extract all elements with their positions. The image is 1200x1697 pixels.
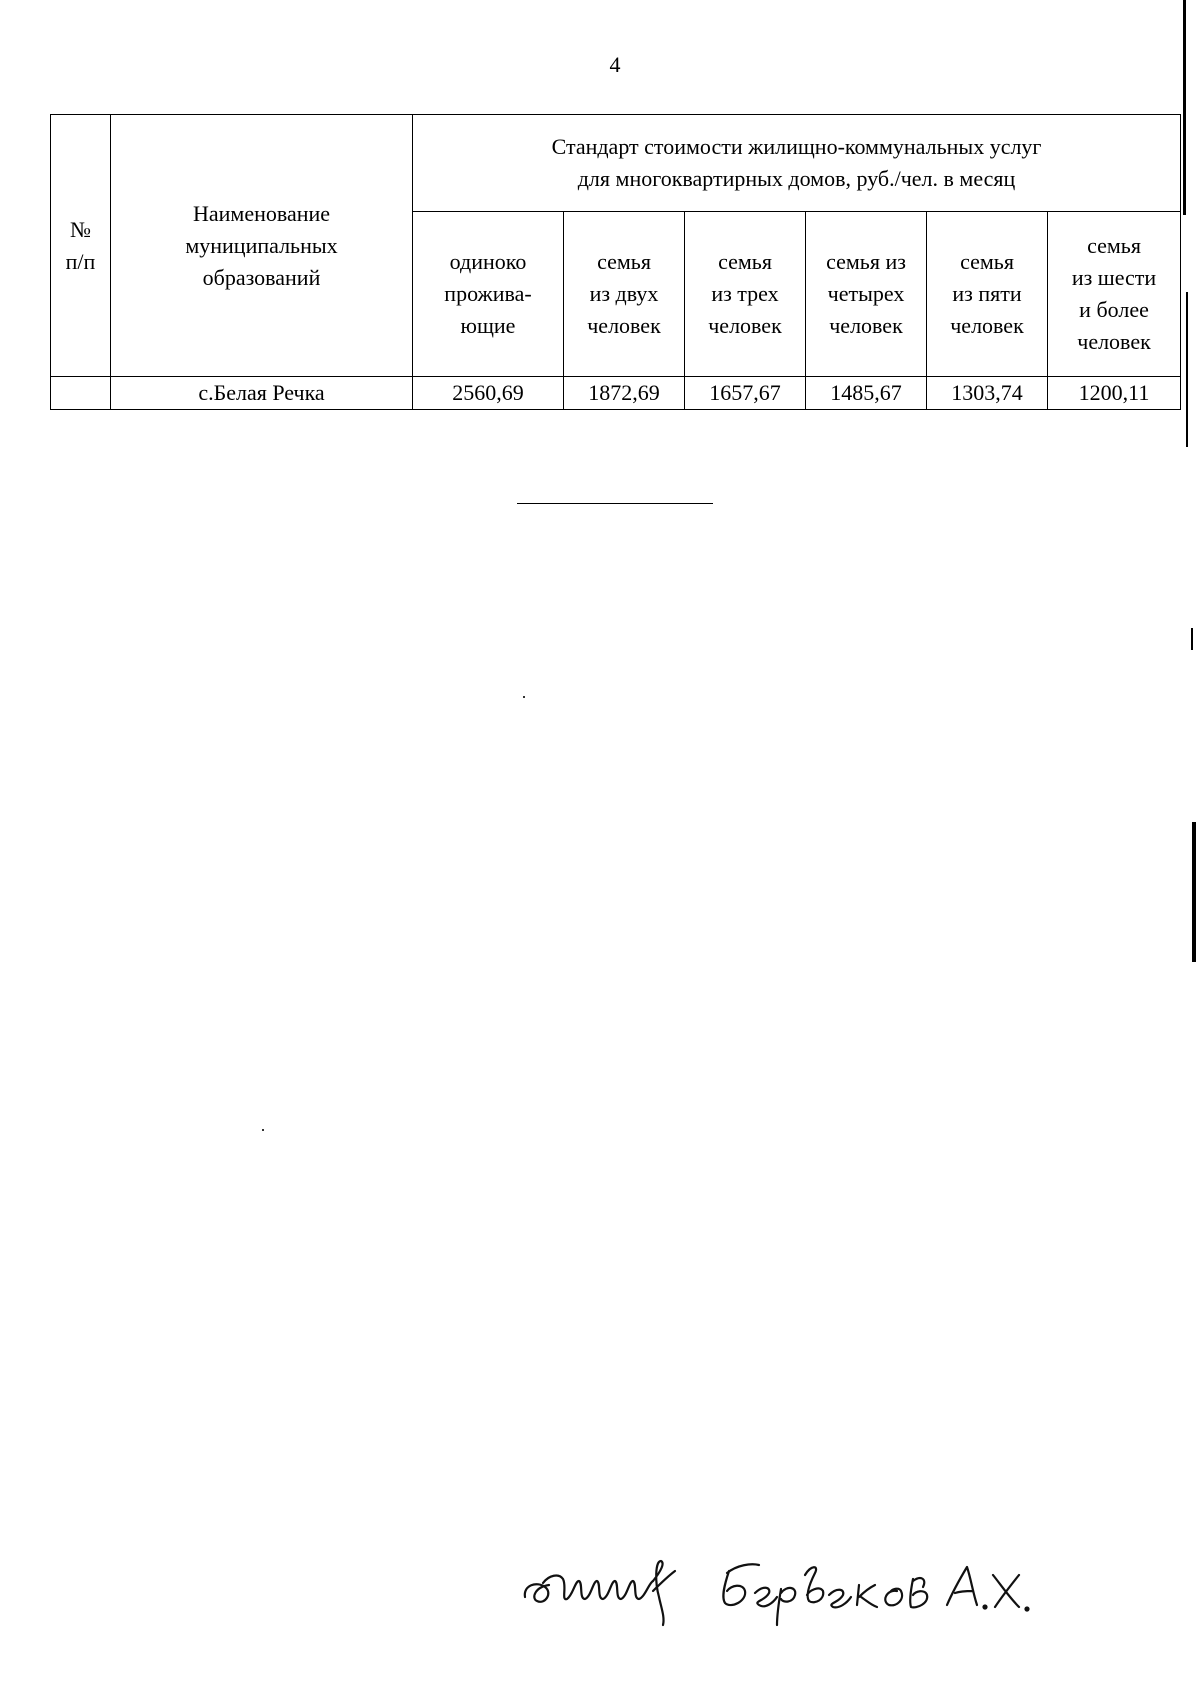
header-row-group [51, 115, 1181, 212]
value-cell-family-of-five: 1303,74 [927, 377, 1048, 410]
scan-edge-mark [1183, 0, 1186, 215]
scan-edge-mark [1192, 822, 1196, 962]
handwritten-signature [515, 1535, 1035, 1630]
page-number: 4 [609, 52, 621, 77]
header-number: № п/п [51, 115, 111, 377]
scan-edge-mark [1191, 628, 1193, 650]
scan-edge-mark [1186, 292, 1188, 447]
header-municipality-name: Наименование муниципальных образований [111, 115, 413, 377]
value-cell-family-of-six-plus: 1200,11 [1048, 377, 1181, 410]
scan-speck [262, 1129, 264, 1131]
value-cell-single: 2560,69 [413, 377, 564, 410]
scan-speck [523, 696, 525, 698]
subheader-family-of-two: семья из двух человек [564, 212, 685, 377]
value-cell-family-of-four: 1485,67 [806, 377, 927, 410]
housing-cost-standard-table [50, 114, 1181, 410]
value-cell-family-of-three: 1657,67 [685, 377, 806, 410]
subheader-family-of-five: семья из пяти человек [927, 212, 1048, 377]
header-cost-standard-group: Стандарт стоимости жилищно-коммунальных услуг для многоквартирных домов, руб./чел. в месяц [413, 115, 1181, 212]
end-of-section-rule [517, 503, 713, 504]
subheader-family-of-four: семья из четырех человек [806, 212, 927, 377]
row-municipality-name-cell: с.Белая Речка [111, 377, 413, 410]
subheader-family-of-six-plus: семья из шести и более человек [1048, 212, 1181, 377]
row-number-cell [51, 377, 111, 410]
value-cell-family-of-two: 1872,69 [564, 377, 685, 410]
table-row [51, 377, 1181, 410]
subheader-family-of-three: семья из трех человек [685, 212, 806, 377]
subheader-single: одиноко прожива- ющие [413, 212, 564, 377]
